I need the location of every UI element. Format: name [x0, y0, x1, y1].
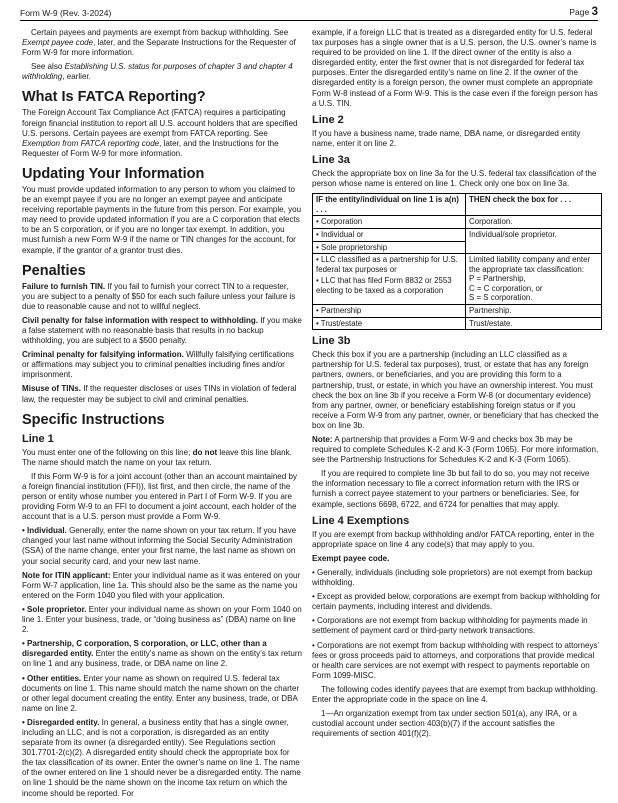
paragraph: You must provide updated information to any person to whom you claimed to be an exempt payee if you are no longer an exempt payee and anticipate receiving reportable payments in the future from this person. For example, you may need to provide updated information if you are a C corporation that elects to be an S corporation, or if you are no longer tax exempt. In addition, you must furnish a new Form W-9 if the name or TIN changes for the account, for example, if the grantor of a grantor trust dies.: [22, 184, 302, 255]
paragraph: If you are required to complete line 3b but fail to do so, you may not receive the information necessary to file a correct information return with the IRS or furnish a correct payee statement to your partners or beneficiaries. See, for example, sections 6698, 6722, and 6724 for penalties that may apply.: [312, 469, 590, 509]
table-row: • Trust/estate Trust/estate.: [313, 317, 602, 330]
table-row: • Partnership Partnership.: [313, 305, 602, 318]
heading-updating: Updating Your Information: [22, 165, 205, 182]
heading-line-2: Line 2: [312, 113, 344, 126]
heading-line-1: Line 1: [22, 432, 54, 445]
list-item: • Other entities. Enter your name as shown on required U.S. federal tax documents on line 1. This name should match the name shown on the charter or other legal document creating the entity. Enter any business, trade, or DBA name on line 2.: [22, 673, 300, 713]
paragraph: Criminal penalty for falsifying information. Willfully falsifying certifications or affirmations may subject you to criminal penalties including fines and/or imprisonment.: [22, 350, 294, 380]
page-number: Page 3: [569, 6, 598, 18]
paragraph: The following codes identify payees that are exempt from backup withholding. Enter the appropriate code in the space on line 4.: [312, 684, 598, 704]
line-3a-table: [312, 193, 602, 330]
list-item: • Individual. Generally, enter the name shown on your tax return. If you have changed your last name without informing the Social Security Administration (SSA) of the name change, enter your first name, the last name as shown on your social security card, and your new last name.: [22, 526, 297, 566]
subheading-exempt-payee-code: Exempt payee code.: [312, 553, 390, 563]
paragraph: If you have a business name, trade name, DBA name, or disregarded entity name, enter it on line 2.: [312, 128, 581, 148]
heading-line-4: Line 4 Exemptions: [312, 514, 410, 527]
header-rule: [20, 20, 598, 21]
paragraph: Check this box if you are a partnership (including an LLC classified as a partnership for U.S. federal tax purposes), trust, or estate that has any foreign partners, owners, or beneficiaries, and you are providing this form to a partnership, trust, or estate, in which you have an ownership interest. You must check the box on line 3b if you receive a Form W-8 (or documentary evidence) from any partner, owner, or beneficiary establishing foreign status or if you receive a Form W-9 from any partner, owner, or beneficiary that has checked the box on line 3b.: [312, 350, 599, 430]
list-item: • Corporations are not exempt from backup withholding with respect to attorneys’ fees or gross proceeds paid to attorneys, and corporations that provide medical or health care services are not exempt with respect to payments reportable on Form 1099-MISC.: [312, 640, 599, 680]
heading-line-3a: Line 3a: [312, 153, 350, 166]
paragraph: Note: A partnership that provides a Form W-9 and checks box 3b may be required to complete Schedules K-2 and K-3 (Form 1065). For more information, see the Partnership Instructions for Schedules K-2 and K-3 (Form 1065).: [312, 435, 599, 465]
paragraph: Check the appropriate box on line 3a for the U.S. federal tax classification of the person whose name is entered on line 1. Check only one box on line 3a.: [312, 168, 597, 189]
paragraph: If you are exempt from backup withholding and/or FATCA reporting, enter in the appropriate space on line 4 any code(s) that may apply to you.: [312, 529, 595, 549]
list-item: • Corporations are not exempt from backup withholding for payments made in settlement of payment card or third-party network transactions.: [312, 616, 588, 636]
left-column: [22, 28, 302, 803]
list-item: • Disregarded entity. In general, a business entity that has a single owner, including an LLC, and is not a corporation, is disregarded as an entity separate from its owner (a disregarded entity). See Regulations section 301.7701-2(c)(2). A disregarded entity should check the appropriate box for the tax classification of its owner. Enter the owner’s name on line 1. The name of the owner entered on line 1 should never be a disregarded entity. The name on line 1 should be the name shown on the income tax return on which the income should be reported. For: [22, 717, 301, 798]
paragraph: 1—An organization exempt from tax under section 501(a), any IRA, or a custodial account under section 403(b)(7) if the account satisfies the requirements of section 401(f)(2).: [312, 709, 577, 739]
right-column: [312, 28, 602, 743]
form-id: Form W-9 (Rev. 3-2024): [20, 8, 112, 18]
paragraph: Certain payees and payments are exempt from backup withholding. See Exempt payee code, later, and the Separate Instructions for the Requester of Form W-9 for more information.: [22, 28, 296, 58]
list-item: • Generally, individuals (including sole proprietors) are not exempt from backup withholding.: [312, 567, 593, 588]
paragraph: See also Establishing U.S. status for purposes of chapter 3 and chapter 4 withholding, earlier.: [22, 62, 293, 82]
heading-specific-instructions: Specific Instructions: [22, 411, 165, 428]
paragraph: example, if a foreign LLC that is treated as a disregarded entity for U.S. federal tax purposes has a single owner that is a U.S. person, the U.S. owner’s name is required to be provided on line 1. If the direct owner of the entity is also a disregarded entity, enter the first owner that is not disregarded for federal tax purposes. Enter the disregarded entity’s name on line 2. If the owner of the disregarded entity is a foreign person, the owner must complete an appropriate Form W-8 instead of a Form W-9. This is the case even if the foreign person has a U.S. TIN.: [312, 28, 598, 108]
paragraph: You must enter one of the following on this line; do not leave this line blank. The name should match the name on your tax return.: [22, 447, 292, 467]
paragraph: Note for ITIN applicant: Enter your individual name as it was entered on your Form W-7 application, line 1a. This should also be the same as the name you entered on the Form 1040 you filed with your application.: [22, 570, 301, 600]
table-row: • Individual or • Sole proprietorship Individual/sole proprietor.: [313, 228, 602, 253]
paragraph: The Foreign Account Tax Compliance Act (FATCA) requires a participating foreign financial institution to report all U.S. account holders that are specified U.S. persons. Certain payees are exempt from FATCA reporting. See Exemption from FATCA reporting code, later, and the Instructions for the Requester of Form W-9 for more information.: [22, 108, 298, 158]
list-item: • Sole proprietor. Enter your individual name as shown on your Form 1040 on line 1. Enter your business, trade, or “doing business as” (DBA) name on line 2.: [22, 604, 302, 635]
paragraph: Civil penalty for false information with respect to withholding. If you make a false statement with no reasonable basis that results in no backup withholding, you are subject to a $500 penalty.: [22, 315, 302, 346]
list-item: • Partnership, C corporation, S corporation, or LLC, other than a disregarded entity. Enter the entity’s name as shown on the entity’s tax return on line 1 and any business, trade, or DBA name on line 2.: [22, 639, 302, 669]
paragraph: If this Form W-9 is for a joint account (other than an account maintained by a foreign financial institution (FFI)), list first, and then circle, the name of the person or entity whose number you entered in Part I of Form W-9. If you are providing Form W-9 to an FFI to document a joint account, each holder of the account that is a U.S. person must provide a Form W-9.: [22, 471, 297, 522]
table-header-row: IF the entity/individual on line 1 is a(n) . . . THEN check the box for . . .: [313, 194, 602, 216]
table-row: • Corporation Corporation.: [313, 216, 602, 229]
heading-line-3b: Line 3b: [312, 335, 351, 348]
paragraph: Misuse of TINs. If the requester discloses or uses TINs in violation of federal law, the requester may be subject to civil and criminal penalties.: [22, 384, 297, 404]
table-row: • LLC classified as a partnership for U.S. federal tax purposes or • LLC that has filed Form 8832 or 2553 electing to be taxed as a corporation Limited liability company and enter the appropriate tax classification: P = Partnership, C = C corporation, or S = S corporation.: [313, 254, 602, 305]
list-item: • Except as provided below, corporations are exempt from backup withholding for certain payments, including interest and dividends.: [312, 592, 601, 612]
page-header: [20, 6, 598, 20]
heading-penalties: Penalties: [22, 262, 86, 279]
paragraph: Failure to furnish TIN. If you fail to furnish your correct TIN to a requester, you are subject to a penalty of $50 for each such failure unless your failure is due to reasonable cause and not to willful neglect.: [22, 281, 296, 311]
heading-fatca: What Is FATCA Reporting?: [22, 89, 206, 106]
